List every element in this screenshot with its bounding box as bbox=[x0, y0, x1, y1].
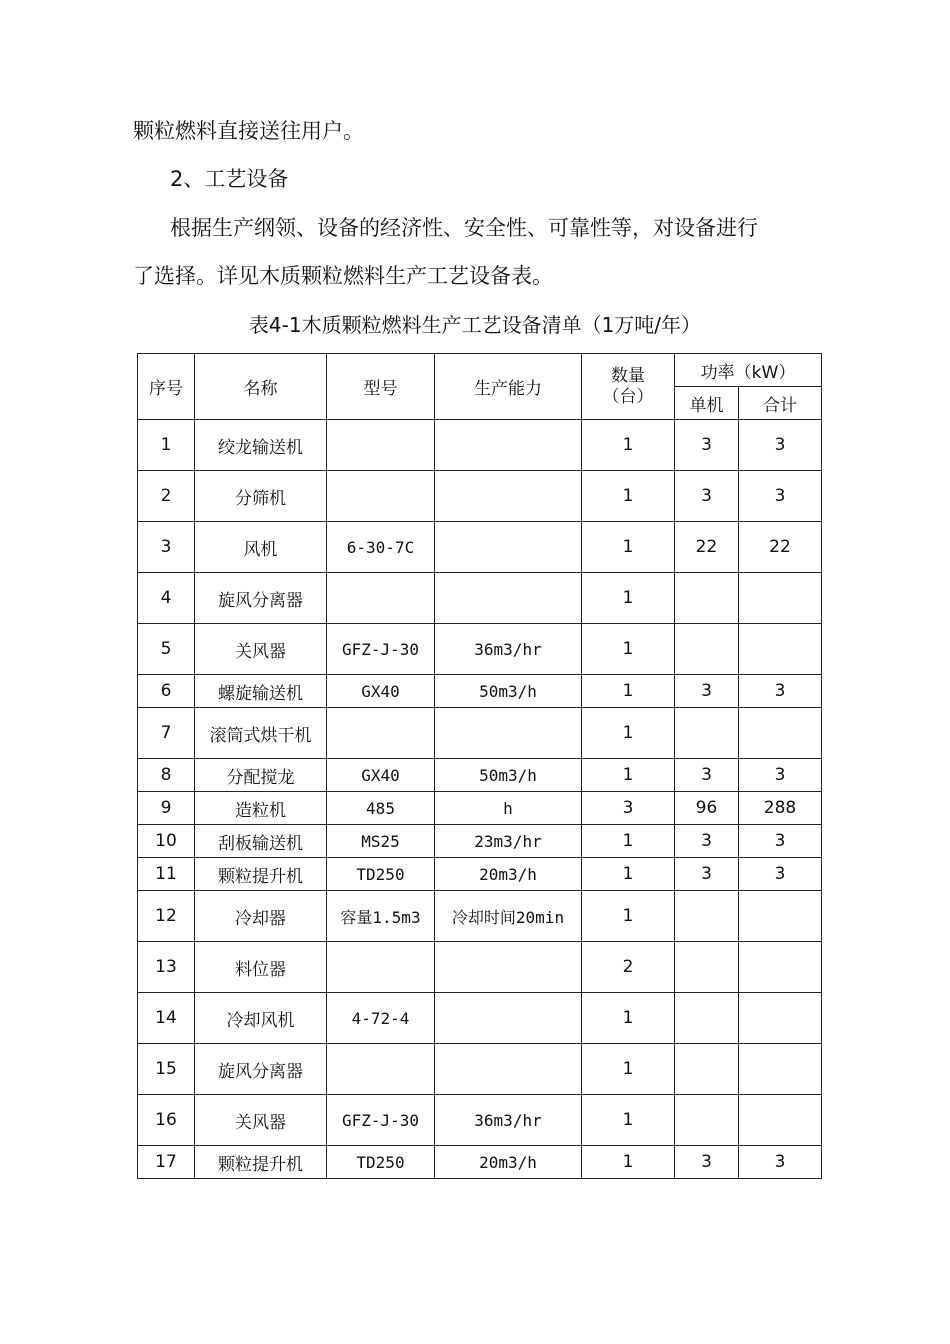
table-row bbox=[138, 471, 822, 522]
cell-quantity: 2 bbox=[582, 942, 675, 993]
cell-capacity: 50m3/h bbox=[435, 675, 582, 708]
equipment-table-header bbox=[138, 354, 822, 420]
cell-power-unit bbox=[675, 708, 739, 759]
cell-index: 1 bbox=[138, 420, 195, 471]
cell-index: 7 bbox=[138, 708, 195, 759]
cell-name: 冷却器 bbox=[195, 891, 327, 942]
cell-name: 料位器 bbox=[195, 942, 327, 993]
cell-name: 旋风分离器 bbox=[195, 1044, 327, 1095]
cell-quantity: 1 bbox=[582, 891, 675, 942]
cell-power-total bbox=[739, 1044, 822, 1095]
cell-index: 16 bbox=[138, 1095, 195, 1146]
cell-model: GFZ-J-30 bbox=[327, 624, 435, 675]
paragraph-selection-line2: 了选择。详见木质颗粒燃料生产工艺设备表。 bbox=[133, 264, 553, 288]
cell-name: 绞龙输送机 bbox=[195, 420, 327, 471]
table-row bbox=[138, 1095, 822, 1146]
cell-capacity: 20m3/h bbox=[435, 1146, 582, 1179]
cell-capacity bbox=[435, 1044, 582, 1095]
cell-model: GFZ-J-30 bbox=[327, 1095, 435, 1146]
cell-model: 容量1.5m3 bbox=[327, 891, 435, 942]
table-row bbox=[138, 759, 822, 792]
table-row bbox=[138, 792, 822, 825]
cell-model: 485 bbox=[327, 792, 435, 825]
cell-index: 4 bbox=[138, 573, 195, 624]
cell-index: 5 bbox=[138, 624, 195, 675]
cell-power-total bbox=[739, 993, 822, 1044]
cell-index: 10 bbox=[138, 825, 195, 858]
cell-capacity bbox=[435, 993, 582, 1044]
cell-quantity: 1 bbox=[582, 675, 675, 708]
table-row bbox=[138, 420, 822, 471]
section-heading-process-equipment: 2、工艺设备 bbox=[170, 167, 289, 191]
cell-power-total: 3 bbox=[739, 759, 822, 792]
cell-index: 17 bbox=[138, 1146, 195, 1179]
cell-capacity bbox=[435, 522, 582, 573]
cell-power-total: 3 bbox=[739, 420, 822, 471]
cell-quantity: 1 bbox=[582, 993, 675, 1044]
cell-quantity: 1 bbox=[582, 759, 675, 792]
cell-power-total: 3 bbox=[739, 471, 822, 522]
header-capacity: 生产能力 bbox=[435, 354, 582, 420]
table-row bbox=[138, 624, 822, 675]
cell-capacity bbox=[435, 942, 582, 993]
table-row bbox=[138, 573, 822, 624]
cell-quantity: 1 bbox=[582, 420, 675, 471]
cell-quantity: 1 bbox=[582, 1095, 675, 1146]
cell-power-unit: 3 bbox=[675, 1146, 739, 1179]
cell-power-unit: 96 bbox=[675, 792, 739, 825]
table-row bbox=[138, 675, 822, 708]
table-row bbox=[138, 942, 822, 993]
cell-quantity: 1 bbox=[582, 522, 675, 573]
paragraph-conclusion: 颗粒燃料直接送往用户。 bbox=[133, 119, 364, 143]
cell-power-unit: 3 bbox=[675, 471, 739, 522]
cell-name: 分配搅龙 bbox=[195, 759, 327, 792]
cell-power-total: 22 bbox=[739, 522, 822, 573]
header-index: 序号 bbox=[138, 354, 195, 420]
cell-power-total: 3 bbox=[739, 675, 822, 708]
cell-model bbox=[327, 1044, 435, 1095]
header-name: 名称 bbox=[195, 354, 327, 420]
cell-capacity: h bbox=[435, 792, 582, 825]
cell-model: GX40 bbox=[327, 675, 435, 708]
table-row bbox=[138, 858, 822, 891]
cell-capacity bbox=[435, 708, 582, 759]
cell-model: 4-72-4 bbox=[327, 993, 435, 1044]
cell-model: TD250 bbox=[327, 1146, 435, 1179]
cell-quantity: 1 bbox=[582, 708, 675, 759]
cell-power-unit bbox=[675, 942, 739, 993]
cell-quantity: 1 bbox=[582, 624, 675, 675]
cell-model bbox=[327, 573, 435, 624]
cell-power-total bbox=[739, 1095, 822, 1146]
cell-power-total: 3 bbox=[739, 825, 822, 858]
cell-capacity bbox=[435, 573, 582, 624]
paragraph-selection-line1: 根据生产纲领、设备的经济性、安全性、可靠性等，对设备进行 bbox=[170, 216, 758, 240]
cell-quantity: 1 bbox=[582, 1044, 675, 1095]
cell-index: 14 bbox=[138, 993, 195, 1044]
cell-quantity: 1 bbox=[582, 858, 675, 891]
cell-power-total: 288 bbox=[739, 792, 822, 825]
header-model: 型号 bbox=[327, 354, 435, 420]
table-row bbox=[138, 1044, 822, 1095]
cell-power-total bbox=[739, 708, 822, 759]
cell-power-total bbox=[739, 624, 822, 675]
cell-index: 3 bbox=[138, 522, 195, 573]
table-row bbox=[138, 1146, 822, 1179]
table-row bbox=[138, 891, 822, 942]
cell-index: 8 bbox=[138, 759, 195, 792]
cell-name: 刮板输送机 bbox=[195, 825, 327, 858]
cell-power-unit bbox=[675, 624, 739, 675]
cell-power-unit: 22 bbox=[675, 522, 739, 573]
cell-name: 造粒机 bbox=[195, 792, 327, 825]
cell-index: 13 bbox=[138, 942, 195, 993]
cell-power-total bbox=[739, 573, 822, 624]
cell-quantity: 1 bbox=[582, 1146, 675, 1179]
header-quantity-label: 数量 bbox=[611, 365, 645, 386]
table-row bbox=[138, 522, 822, 573]
cell-power-unit: 3 bbox=[675, 825, 739, 858]
cell-name: 风机 bbox=[195, 522, 327, 573]
cell-index: 12 bbox=[138, 891, 195, 942]
cell-name: 颗粒提升机 bbox=[195, 1146, 327, 1179]
cell-index: 9 bbox=[138, 792, 195, 825]
cell-capacity bbox=[435, 420, 582, 471]
equipment-table-body bbox=[138, 420, 822, 1179]
cell-model: GX40 bbox=[327, 759, 435, 792]
cell-name: 螺旋输送机 bbox=[195, 675, 327, 708]
cell-power-total: 3 bbox=[739, 1146, 822, 1179]
cell-index: 2 bbox=[138, 471, 195, 522]
cell-power-unit bbox=[675, 993, 739, 1044]
cell-capacity bbox=[435, 471, 582, 522]
cell-model bbox=[327, 471, 435, 522]
header-power-total: 合计 bbox=[739, 387, 822, 420]
cell-power-unit: 3 bbox=[675, 420, 739, 471]
header-power-unit: 单机 bbox=[675, 387, 739, 420]
cell-name: 颗粒提升机 bbox=[195, 858, 327, 891]
cell-name: 冷却风机 bbox=[195, 993, 327, 1044]
cell-quantity: 3 bbox=[582, 792, 675, 825]
cell-model: 6-30-7C bbox=[327, 522, 435, 573]
cell-index: 6 bbox=[138, 675, 195, 708]
cell-model bbox=[327, 420, 435, 471]
cell-power-unit bbox=[675, 1095, 739, 1146]
header-quantity-unit: （台） bbox=[602, 386, 654, 407]
cell-name: 分筛机 bbox=[195, 471, 327, 522]
cell-power-unit bbox=[675, 1044, 739, 1095]
cell-capacity: 36m3/hr bbox=[435, 1095, 582, 1146]
cell-model: MS25 bbox=[327, 825, 435, 858]
equipment-table bbox=[137, 353, 822, 1179]
table-row bbox=[138, 708, 822, 759]
cell-model bbox=[327, 708, 435, 759]
cell-index: 15 bbox=[138, 1044, 195, 1095]
cell-power-total: 3 bbox=[739, 858, 822, 891]
header-power: 功率（kW） bbox=[675, 354, 822, 387]
cell-power-unit: 3 bbox=[675, 675, 739, 708]
cell-power-unit: 3 bbox=[675, 858, 739, 891]
cell-power-total bbox=[739, 942, 822, 993]
cell-name: 滚筒式烘干机 bbox=[195, 708, 327, 759]
cell-quantity: 1 bbox=[582, 825, 675, 858]
cell-power-unit bbox=[675, 891, 739, 942]
cell-quantity: 1 bbox=[582, 573, 675, 624]
cell-model: TD250 bbox=[327, 858, 435, 891]
cell-capacity: 50m3/h bbox=[435, 759, 582, 792]
table-row bbox=[138, 825, 822, 858]
cell-power-unit: 3 bbox=[675, 759, 739, 792]
cell-name: 关风器 bbox=[195, 1095, 327, 1146]
header-quantity bbox=[582, 354, 675, 420]
cell-name: 旋风分离器 bbox=[195, 573, 327, 624]
cell-capacity: 20m3/h bbox=[435, 858, 582, 891]
cell-quantity: 1 bbox=[582, 471, 675, 522]
cell-power-unit bbox=[675, 573, 739, 624]
cell-model bbox=[327, 942, 435, 993]
cell-power-total bbox=[739, 891, 822, 942]
table-row bbox=[138, 993, 822, 1044]
cell-index: 11 bbox=[138, 858, 195, 891]
cell-capacity: 36m3/hr bbox=[435, 624, 582, 675]
cell-name: 关风器 bbox=[195, 624, 327, 675]
table-caption: 表4-1木质颗粒燃料生产工艺设备清单（1万吨/年） bbox=[248, 313, 702, 337]
cell-capacity: 冷却时间20min bbox=[435, 891, 582, 942]
cell-capacity: 23m3/hr bbox=[435, 825, 582, 858]
